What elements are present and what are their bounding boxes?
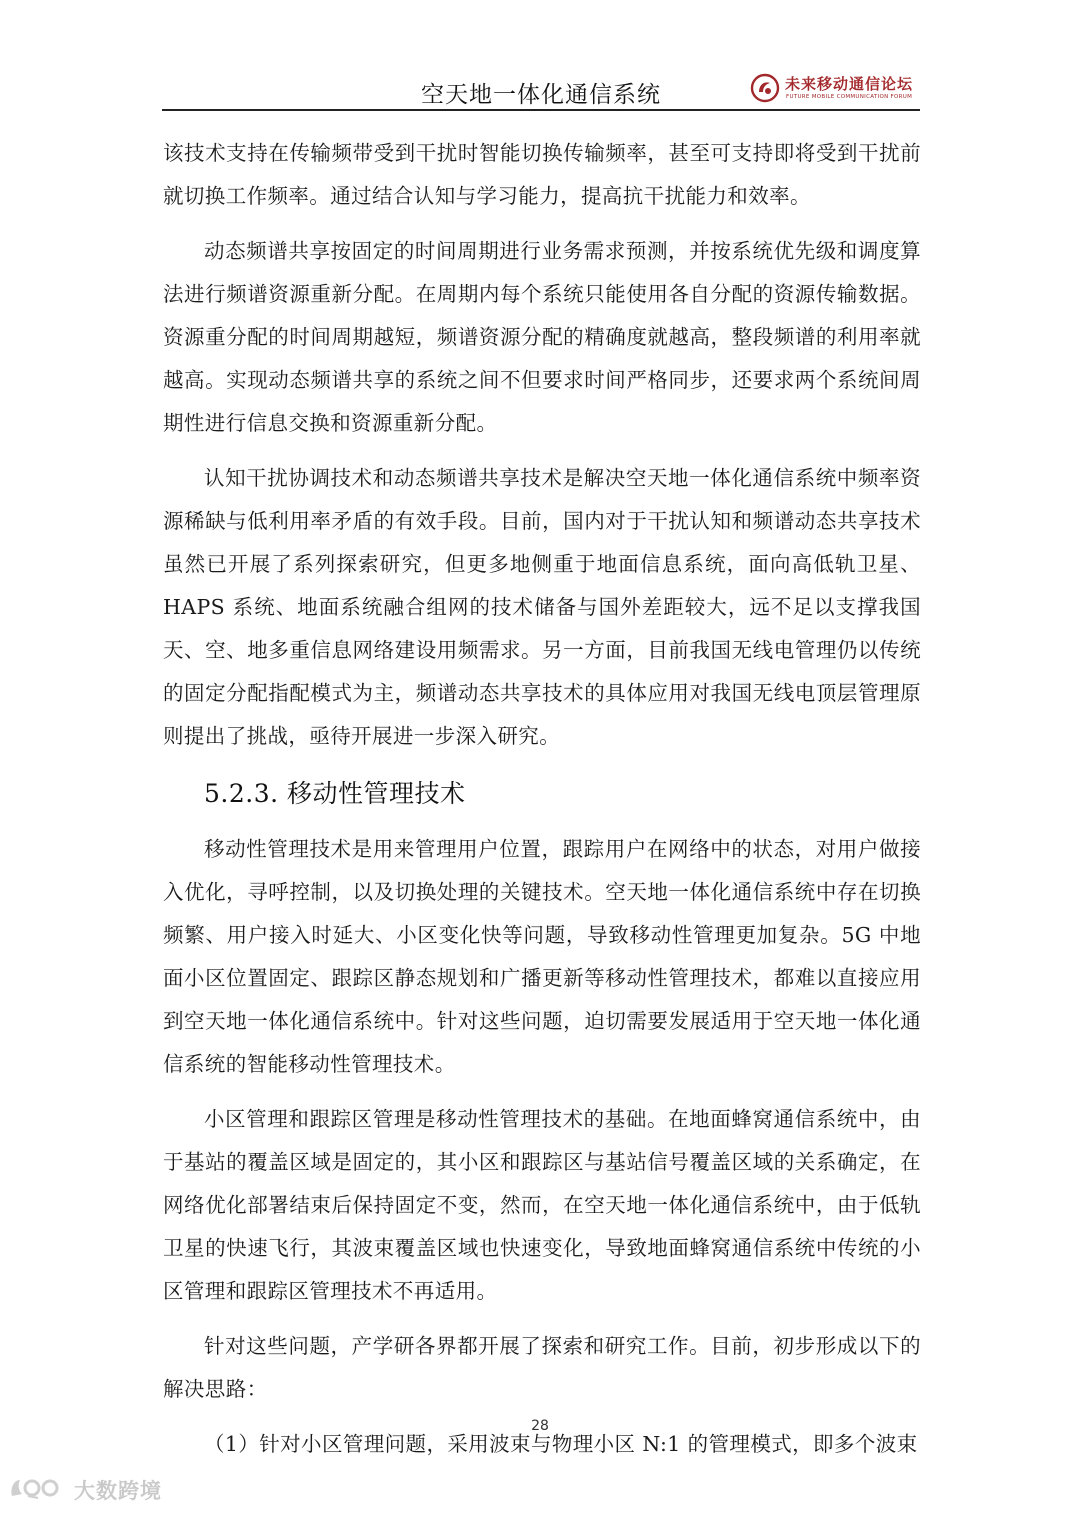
section-paragraph-2: 小区管理和跟踪区管理是移动性管理技术的基础。在地面蜂窝通信系统中，由于基站的覆盖区域是固定的，其小区和跟踪区与基站信号覆盖区域的关系确定，在网络优化部署结束后保持固定不变，然而，在空天地一体化通信系统中，由于低轨卫星的快速飞行，其波束覆盖区域也快速变化，导致地面蜂窝通信系统中传统的小区管理和跟踪区管理技术不再适用。 [163,1107,921,1303]
header-title: 空天地一体化通信系统 [421,82,661,108]
header-divider [162,109,920,111]
section-paragraph-3: 针对这些问题，产学研各界都开展了探索和研究工作。目前，初步形成以下的解决思路： [163,1334,921,1401]
page-number: 28 [531,1418,549,1434]
watermark [8,1472,168,1504]
logo-chinese-name: 未来移动通信论坛 [785,75,914,93]
page-header [162,66,920,112]
logo-english-name: FUTURE MOBILE COMMUNICATION FORUM [786,94,913,100]
section-paragraph-1: 移动性管理技术是用来管理用户位置，跟踪用户在网络中的状态，对用户做接入优化，寻呼控制，以及切换处理的关键技术。空天地一体化通信系统中存在切换频繁、用户接入时延大、小区变化快等问题，导致移动性管理更加复杂。5G 中地面小区位置固定、跟踪区静态规划和广播更新等移动性管理技术，都难以直接应用到空天地一体化通信系统中。针对这些问题，迫切需要发展适用于空天地一体化通信系统的智能移动性管理技术。 [163,837,921,1076]
paragraph-1: 该技术支持在传输频带受到干扰时智能切换传输频率，甚至可支持即将受到干扰前就切换工作频率。通过结合认知与学习能力，提高抗干扰能力和效率。 [163,141,921,208]
section-paragraph-4: （1）针对小区管理问题，采用波束与物理小区 N:1 的管理模式，即多个波束 [204,1432,918,1456]
document-body [163,132,921,1478]
paragraph-2: 动态频谱共享按固定的时间周期进行业务需求预测，并按系统优先级和调度算法进行频谱资源重新分配。在周期内每个系统只能使用各自分配的资源传输数据。资源重分配的时间周期越短，频谱资源分配的精确度就越高，整段频谱的利用率就越高。实现动态频谱共享的系统之间不但要求时间严格同步，还要求两个系统间周期性进行信息交换和资源重新分配。 [163,239,921,435]
forum-logo-icon [750,73,780,103]
section-heading: 5.2.3. 移动性管理技术 [204,779,466,808]
forum-logo [750,72,920,106]
watermark-text: 大数跨境 [74,1479,162,1503]
paragraph-3: 认知干扰协调技术和动态频谱共享技术是解决空天地一体化通信系统中频率资源稀缺与低利用率矛盾的有效手段。目前，国内对于干扰认知和频谱动态共享技术虽然已开展了系列探索研究，但更多地侧重于地面信息系统，面向高低轨卫星、HAPS 系统、地面系统融合组网的技术储备与国外差距较大，远不足以支撑我国天、空、地多重信息网络建设用频需求。另一方面，目前我国无线电管理仍以传统的固定分配指配模式为主，频谱动态共享技术的具体应用对我国无线电顶层管理原则提出了挑战，亟待开展进一步深入研究。 [163,466,921,748]
watermark-logo-icon [8,1474,68,1502]
